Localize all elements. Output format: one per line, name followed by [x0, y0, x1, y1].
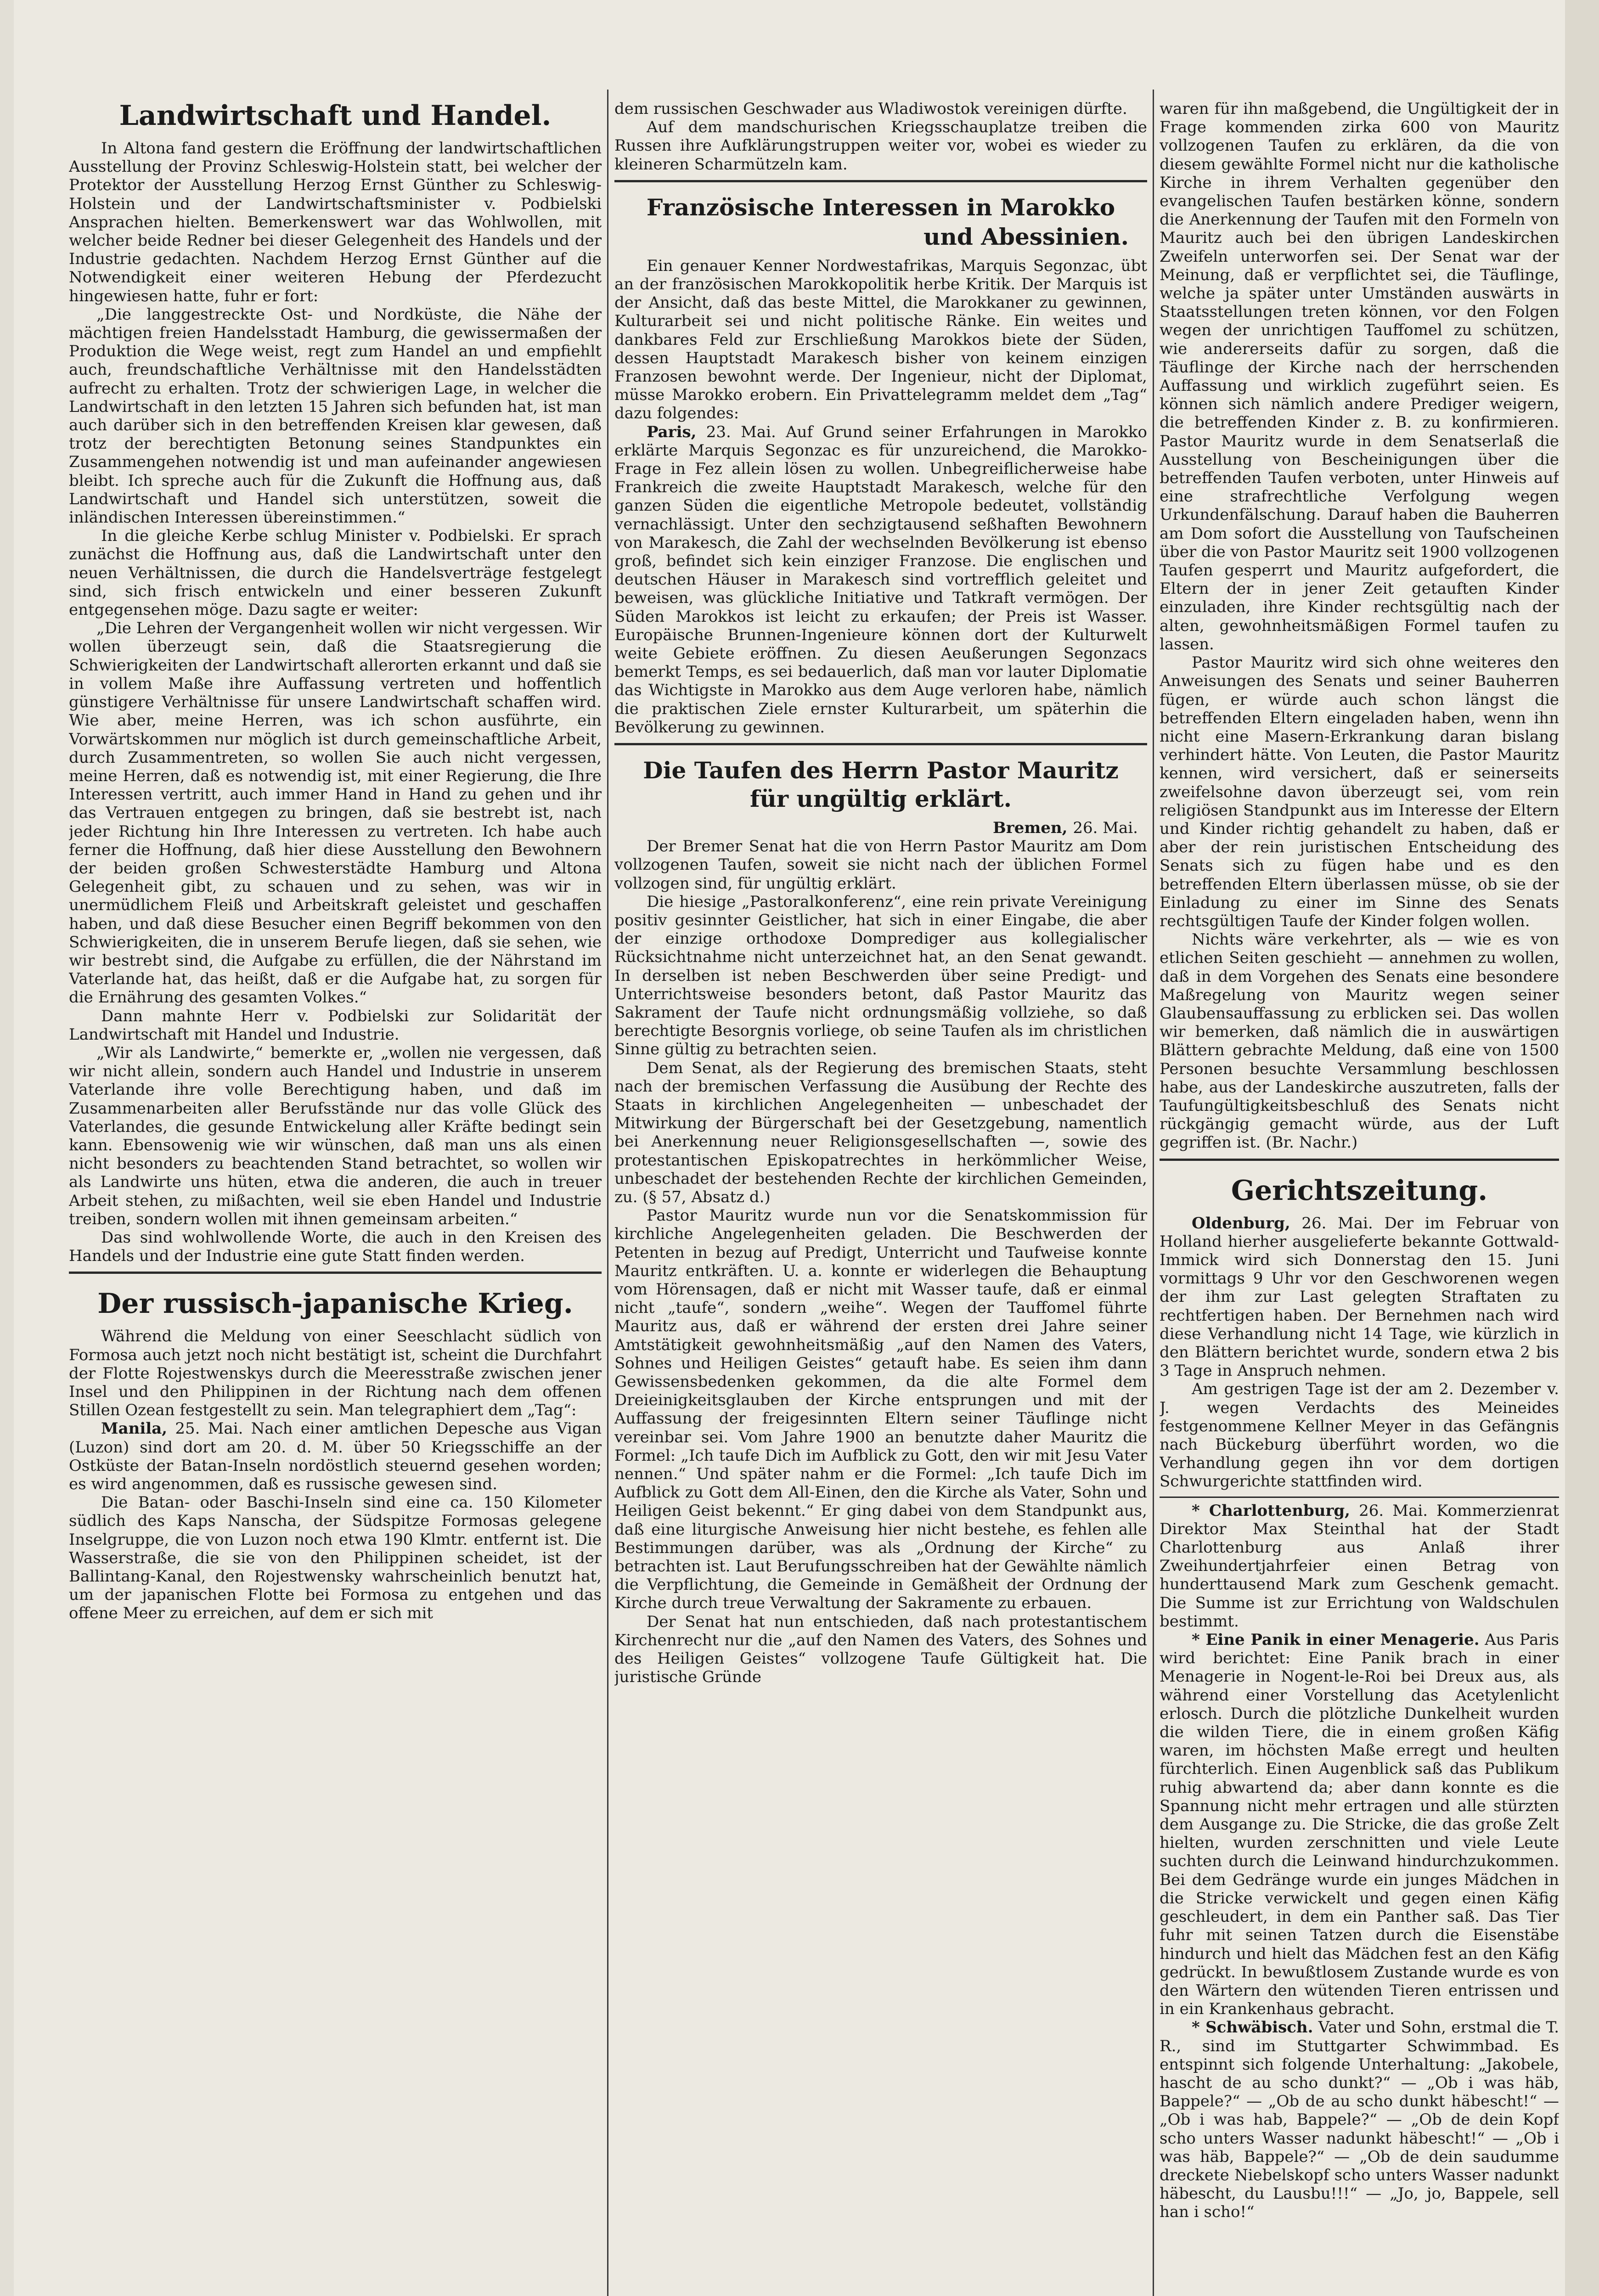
paragraph: Dann mahnte Herr v. Podbielski zur Solidarität der Landwirtschaft mit Handel und Industrie.: [69, 1007, 602, 1044]
heading-krieg: Der russisch-japanische Krieg.: [97, 1288, 573, 1320]
dateline-place: Oldenburg,: [1192, 1214, 1290, 1232]
paragraph: [1160, 1214, 1559, 1380]
paragraph: dem russischen Geschwader aus Wladiwostok vereinigen dürfte.: [614, 100, 1127, 118]
heading-gerichtszeitung: Gerichtszeitung.: [1231, 1174, 1488, 1207]
paragraph: Nichts wäre verkehrter, als — wie es von etlichen Seiten geschieht — annehmen zu wollen, daß in dem Vorgehen des Senats eine besondere Maßregelung von Mauritz wegen seiner Glaubensauffassung zu erblicken sei. Das wollen wir bemerken, daß nämlich die in auswärtigen Blättern gebrachte Meldung, daß eine von 1500 Personen besuchte Versammlung beschlossen habe, aus der Landeskirche auszutreten, falls der Taufungültigkeitsbeschluß des Senats nicht rückgängig gemacht würde, aus der Luft gegriffen ist. (Br. Nachr.): [1160, 930, 1559, 1152]
dateline-place: * Charlottenburg,: [1192, 1501, 1351, 1520]
newspaper-page: [69, 90, 1559, 2296]
heading-marokko-line1: Französische Interessen in Marokko: [646, 193, 1115, 221]
section-divider: [614, 180, 1147, 182]
heading-marokko: [614, 186, 1147, 223]
item-divider: [1160, 1497, 1559, 1498]
paragraph: Pastor Mauritz wurde nun vor die Senatskommission für kirchliche Angelegenheiten geladen. Die Beschwerden der Petenten in bezug auf Predigt, Unterricht und Taufweise konnte Mauritz entkräften. U. a. konnte er widerlegen die Behauptung vom Hörensagen, daß er nicht mit Wasser taufe, daß er einmal nicht „taufe“, sondern „weihe“. Wegen der Tauffomel führte Mauritz aus, daß er während der ersten drei Jahre seiner Amtstätigkeit gewohnheitsmäßig „auf den Namen des Vaters, Sohnes und Heiligen Geistes“ getauft habe. Es seien ihm dann Gewissensbedenken gekommen, da die alte Formel dem Dreieinigkeitsglauben der Kirche entsprungen und mit der Auffassung der freigesinnten Eltern seiner Täuflinge nicht vereinbar sei. Vom Jahre 1900 an benutzte daher Mauritz die Formel: „Ich taufe Dich im Aufblick zu Gott, den wir mit Jesu Vater nennen.“ Und später nahm er die Formel: „Ich taufe Dich im Aufblick zu Gott dem All-Einen, den die Kirche als Vater, Sohn und Heiligen Geist bekennt.“ Er ging dabei von dem Standpunkt aus, daß eine liturgische Anweisung hier nicht bestehe, es fehlen alle Bestimmungen darüber, was als „Ordnung der Kirche“ zu betrachten ist. Laut Berufungsschreiben hat der Gewählte nämlich die Verpflichtung, die Gemeinde in Gemäßheit der Ordnung der Kirche durch treue Verwaltung der Sakramente zu erbauen.: [614, 1206, 1147, 1613]
paragraph: In die gleiche Kerbe schlug Minister v. Podbielski. Er sprach zunächst die Hoffnung aus, daß die Landwirtschaft unter den neuen Verhältnissen, die durch die Handelsverträge festgelegt sind, sich frisch entwickeln und einer besseren Zukunft entgegensehen möge. Dazu sagte er weiter:: [69, 527, 602, 619]
paragraph: [614, 423, 1147, 737]
item-title: * Eine Panik in einer Menagerie.: [1192, 1631, 1480, 1649]
heading-landwirtschaft: Landwirtschaft und Handel.: [119, 100, 552, 132]
column-rule: [607, 90, 608, 2296]
paragraph-text: 25. Mai. Nach einer amtlichen Depesche aus Vigan (Luzon) sind dort am 20. d. M. über 50 Kriegsschiffe an der Ostküste der Batan-Inseln nordöstlich steuernd gesehen worden; es wird angenommen, daß es russische gewesen sind.: [69, 1419, 602, 1494]
column-1: [69, 90, 602, 2296]
scan-gutter: [0, 0, 14, 2296]
dateline-place: Bremen,: [993, 819, 1068, 838]
paragraph: Die hiesige „Pastoralkonferenz“, eine rein private Vereinigung positiv gesinnter Geistlicher, hat sich in einer Eingabe, die aber der einzige orthodoxe Domprediger aus kollegialischer Rücksichtnahme nicht unterzeichnet hat, an den Senat gewandt. In derselben ist neben Beschwerden über seine Predigt- und Unterrichtsweise besonders betont, daß Pastor Mauritz das Sakrament der Taufe nicht ordnungsmäßig vollziehe, so daß berechtigte Besorgnis vorliege, ob seine Taufen als im christlichen Sinne gültig zu betrachten seien.: [614, 892, 1147, 1059]
column-2: [614, 90, 1147, 2296]
paragraph-text: Vater und Sohn, erstmal die T. R., sind im Stuttgarter Schwimmbad. Es entspinnt sich folgende Unterhaltung: „Jakobele, hascht de au scho dunkt?“ — „Ob i was häb, Bappele?“ — „Ob de au scho dunkt häbescht!“ — „Ob i was hab, Bappele?“ — „Ob de dein Kopf scho unters Wasser nadunkt häbescht!“ — „Ob i was häb, Bappele?“ — „Ob de dein saudumme dreckete Niebelskopf scho unters Wasser nadunkt häbescht, du Lausbu!!!“ — „Jo, jo, Bappele, sell han i scho!“: [1160, 2018, 1559, 2222]
quote-paragraph: „Wir als Landwirte,“ bemerkte er, „wollen nie vergessen, daß wir nicht allein, sondern auch Handel und Industrie in unserem Vaterlande ihre volle Berechtigung haben, und daß im Zusammenarbeiten aller Berufsstände nur das volle Glück des Vaterlandes, die gesunde Entwickelung aller Kräfte bedingt sein kann. Ebensowenig wie wir wünschen, daß man uns als einen nicht besonders zu beachtenden Stand betrachtet, so wollen wir als Landwirte uns hüten, etwa die anderen, die auch in treuer Arbeit stehen, zu mißachten, weil sie eben Handel und Industrie treiben, sondern wollen mit ihnen gemeinsam arbeiten.“: [69, 1043, 602, 1228]
heading-mauritz: Die Taufen des Herrn Pastor Mauritz: [643, 757, 1119, 784]
paragraph: Auf dem mandschurischen Kriegsschauplatze treiben die Russen ihre Aufklärungstruppen weiter vor, wobei es wieder zu kleineren Scharmützeln kam.: [614, 118, 1147, 174]
paragraph: [1160, 1502, 1559, 1631]
paragraph: Das sind wohlwollende Worte, die auch in den Kreisen des Handels und der Industrie eine gute Statt finden werden.: [69, 1228, 602, 1266]
paragraph: In Altona fand gestern die Eröffnung der landwirtschaftlichen Ausstellung der Provinz Schleswig-Holstein statt, bei welcher der Protektor der Ausstellung Herzog Ernst Günther zu Schleswig-Holstein und der Landwirtschaftsminister v. Podbielski Ansprachen hielten. Bemerkenswert war das Wohlwollen, mit welcher beide Redner bei dieser Gelegenheit des Handels und der Industrie gedachten. Nachdem Herzog Ernst Günther auf die Notwendigkeit einer weiteren Hebung der Pferdezucht hingewiesen hatte, fuhr er fort:: [69, 139, 602, 305]
paragraph-text: Aus Paris wird berichtet: Eine Panik brach in einer Menagerie in Nogent-le-Roi bei Dreux aus, als während einer Vorstellung das Acetylenlicht erlosch. Durch die plötzliche Dunkelheit wurden die wilden Tiere, die in einem großen Käfig waren, im höchsten Maße erregt und heulten fürchterlich. Einen Augenblick saß das Publikum ruhig abwartend da; aber dann konnte es die Spannung nicht mehr ertragen und alle stürzten dem Ausgange zu. Die Stricke, die das große Zelt hielten, wurden zerschnitten und viele Leute suchten durch die Leinwand hindurchzukommen. Bei dem Gedränge wurde ein junges Mädchen in die Stricke verwickelt und gegen einen Käfig geschleudert, in dem ein Panther saß. Das Tier fuhr mit seinen Tatzen durch die Eisenstäbe hindurch und hielt das Mädchen fest an den Käfig gedrückt. In bewußtlosem Zustande wurde es von den Wärtern den wütenden Tieren entrissen und in ein Krankenhaus gebracht.: [1160, 1631, 1559, 2019]
dateline-place: Paris,: [647, 422, 697, 441]
heading-mauritz-line2: für ungültig erklärt.: [749, 785, 1012, 813]
scan-edge: [1565, 0, 1599, 2296]
dateline-place: Manila,: [101, 1419, 168, 1438]
paragraph: [1160, 1631, 1559, 2018]
paragraph: waren für ihn maßgebend, die Ungültigkeit der in Frage kommenden zirka 600 von Mauritz vollzogenen Taufen zu erklären, da die von diesem gewählte Formel nicht nur die katholische Kirche in ihrem Verhalten gegenüber den evangelischen Taufen bestärken könne, sondern die Anerkennung der Taufen mit den Formeln von Mauritz auch bei den übrigen Landeskirchen Zweifeln unterworfen sei. Der Senat war der Meinung, daß er verpflichtet sei, die Täuflinge, welche ja später unter Umständen auswärts in Staatsstellungen treten können, vor den Folgen wegen der unrichtigen Tauffomel zu schützen, wie andererseits dafür zu sorgen, daß die Täuflinge der Kirche nach der herrschenden Auffassung und wirklich zugeführt seien. Es können sich nämlich andere Prediger weigern, die betreffenden Kinder z. B. zu konfirmieren. Pastor Mauritz wurde in dem Senatserlaß die Ausstellung von Bescheinigungen über die betreffenden Taufen verboten, unter Hinweis auf eine strafrechtliche Verfolgung wegen Urkundenfälschung. Darauf haben die Bauherren am Dom sofort die Ausstellung von Taufscheinen über die von Pastor Mauritz seit 1900 vollzogenen Taufen gesperrt und Mauritz aufgefordert, die Eltern der in jener Zeit getauften Kinder einzuladen, ihre Kinder rechtsgültig nach der alten, gewohnheitsmäßigen Formel taufen zu lassen.: [1160, 100, 1559, 653]
paragraph: [1160, 2018, 1559, 2221]
paragraph: Der Bremer Senat hat die von Herrn Pastor Mauritz am Dom vollzogenen Taufen, soweit sie nicht nach der üblichen Formel vollzogen sind, für ungültig erklärt.: [614, 837, 1147, 893]
column-3: [1160, 90, 1559, 2296]
paragraph: Pastor Mauritz wird sich ohne weiteres den Anweisungen des Senats und seiner Bauherren fügen, er würde auch schon längst die betreffenden Eltern eingeladen haben, wenn ihn nicht eine Masern-Erkrankung daran bislang verhindert hätte. Von Leuten, die Pastor Mauritz kennen, wird versichert, daß er seinerseits zweifelsohne davon überzeugt sei, vom rein religiösen Standpunkt aus im Interesse der Eltern und Kinder richtig gehandelt zu haben, daß er aber der rein juristischen Entscheidung des Senats sich zu fügen habe und es den betreffenden Eltern überlassen müsse, ob sie der Einladung zu einer im Sinne des Senats rechtsgültigen Taufe der Kinder folgen wollen.: [1160, 653, 1559, 930]
paragraph-text: 26. Mai. Kommerzienrat Direktor Max Steinthal hat der Stadt Charlottenburg aus Anlaß ihrer Zweihundertjahrfeier einen Betrag von hunderttausend Mark zum Geschenk gemacht. Die Summe ist zur Errichtung von Waldschulen bestimmt.: [1160, 1501, 1559, 1631]
section-divider: [614, 743, 1147, 745]
paragraph: [69, 1419, 602, 1493]
paragraph: Am gestrigen Tage ist der am 2. Dezember v. J. wegen Verdachts des Meineides festgenommene Kellner Meyer in das Gefängnis nach Bückeburg überführt worden, wo die Verhandlung gegen ihn vor dem dortigen Schwurgerichte stattfinden wird.: [1160, 1380, 1559, 1491]
paragraph: Dem Senat, als der Regierung des bremischen Staats, steht nach der bremischen Verfassung die Ausübung der Rechte des Staats in kirchlichen Angelegenheiten — unbeschadet der Mitwirkung der Bürgerschaft bei der Gesetzgebung, namentlich bei Anerkennung neuer Religionsgesellschaften —, sowie des protestantischen Episkopatrechtes in herkömmlicher Weise, unbeschadet der bestehenden Rechte der kirchlichen Gemeinden, zu. (§ 57, Absatz d.): [614, 1058, 1147, 1206]
quote-paragraph: „Die Lehren der Vergangenheit wollen wir nicht vergessen. Wir wollen überzeugt sein, daß die Staatsregierung die Schwierigkeiten der Landwirtschaft allerorten erkannt und daß sie in vollem Maße ihre Auffassung vertreten und hoffentlich günstigere Verhältnisse für unsere Landwirtschaft schaffen wird. Wie aber, meine Herren, was ich schon ausführte, ein Vorwärtskommen nur möglich ist durch gemeinschaftliche Arbeit, durch Zusammentreten, so wollen Sie auch nicht vergessen, meine Herren, daß es notwendig ist, mit einer Regierung, die Ihre Interessen vertritt, auch immer Hand in Hand zu gehen und ihr das Vertrauen entgegen zu bringen, daß sie bestrebt ist, nach jeder Richtung hin Ihre Interessen zu vertreten. Ich habe auch ferner die Hoffnung, daß hier diese Ausstellung den Bewohnern der beiden großen Schwesterstädte Hamburg und Altona Gelegenheit gibt, zu schauen und zu sehen, was wir in unermüdlichem Fleiß und Arbeitskraft geleistet und geschaffen haben, und daß diese Besucher einen Begriff bekommen von den Schwierigkeiten, die in unserem Berufe liegen, daß sie sehen, wie wir bestrebt sind, die Aufgabe zu erfüllen, die der Nährstand im Vaterlande hat, das heißt, daß er die Aufgabe hat, zu sorgen für die Ernährung des gesamten Volkes.“: [69, 619, 602, 1007]
paragraph: Während die Meldung von einer Seeschlacht südlich von Formosa auch jetzt noch nicht bestätigt ist, scheint die Durchfahrt der Flotte Rojestwenskys durch die Meeresstraße zwischen jener Insel und den Philippinen in der Richtung nach dem offenen Stillen Ozean festgestellt zu sein. Man telegraphiert dem „Tag“:: [69, 1327, 602, 1420]
dateline-date: 26. Mai.: [1073, 819, 1138, 838]
dateline: [614, 819, 1147, 837]
section-divider: [69, 1272, 602, 1274]
column-rule: [1153, 90, 1154, 2296]
section-divider: [1160, 1159, 1559, 1161]
quote-paragraph: „Die langgestreckte Ost- und Nordküste, die Nähe der mächtigen freien Handelsstadt Hamburg, die gewissermaßen der Produktion die Wege weist, regt zum Handel an und empfiehlt auch, freundschaftliche Verhältnisse mit den Handelsstädten aufrecht zu erhalten. Trotz der schwierigen Lage, in welcher die Landwirtschaft in den letzten 15 Jahren sich befunden hat, ist man auch darüber sich in den betreffenden Kreisen klar gewesen, daß trotz der berechtigten Betonung seines Standpunktes ein Zusammengehen notwendig ist und man aufeinander angewiesen bleibt. Ich spreche auch für die Zukunft die Hoffnung aus, daß Landwirtschaft und Handel sich unterstützen, soweit die inländischen Interessen übereinstimmen.“: [69, 305, 602, 527]
heading-marokko-line2: und Abessinien.: [923, 223, 1129, 250]
paragraph: Der Senat hat nun entschieden, daß nach protestantischem Kirchenrecht nur die „auf den Namen des Vaters, des Sohnes und des Heiligen Geistes“ vollzogene Taufe Gültigkeit hat. Die juristische Gründe: [614, 1612, 1147, 1687]
item-title: * Schwäbisch.: [1192, 2018, 1313, 2037]
paragraph-text: 23. Mai. Auf Grund seiner Erfahrungen in Marokko erklärte Marquis Segonzac es für unzureichend, die Marokko-Frage in Fez allein lösen zu wollen. Unbegreiflicherweise habe Frankreich die zweite Hauptstadt Marakesch, welche für den ganzen Süden die eigentliche Metropole bedeutet, vollständig vernachlässigt. Unter den sechzigtausend seßhaften Bewohnern von Marakesch, die Zahl der wechselnden Bevölkerung ist ebenso groß, befindet sich kein einziger Franzose. Die englischen und deutschen Häuser in Marakesch sind vortrefflich geleitet und beweisen, was glückliche Initiative und Tatkraft vermögen. Der Süden Marokkos ist leicht zu erkaufen; der Preis ist Wasser. Europäische Brunnen-Ingenieure können dort der Kulturwelt weite Gebiete eröffnen. Zu diesen Aeußerungen Segonzacs bemerkt Temps, es sei bedauerlich, daß man vor lauter Diplomatie das Wichtigste in Marokko aus dem Auge verloren habe, nämlich die praktischen Ziele ernster Kulturarbeit, um späterhin die Bevölkerung zu gewinnen.: [614, 422, 1147, 737]
paragraph-text: 26. Mai. Der im Februar von Holland hierher ausgelieferte bekannte Gottwald-Immick wird sich Donnerstag den 15. Juni vormittags 9 Uhr vor den Geschworenen wegen der ihm zur Last gelegten Straftaten zu rechtfertigen haben. Der Bernehmen nach wird diese Verhandlung nicht 14 Tage, wie kürzlich in den Blättern berichtet wurde, sondern etwa 2 bis 3 Tage in Anspruch nehmen.: [1160, 1214, 1559, 1380]
paragraph: Ein genauer Kenner Nordwestafrikas, Marquis Segonzac, übt an der französischen Marokkopolitik herbe Kritik. Der Marquis ist der Ansicht, daß das beste Mittel, die Marokkaner zu gewinnen, Kulturarbeit sei und nicht politische Ränke. Ein weites und dankbares Feld zur Erschließung Marokkos biete der Süden, dessen Hauptstadt Marakesch bisher von keinem einzigen Franzosen bewohnt werde. Der Ingenieur, nicht der Diplomat, müsse Marokko erobern. Ein Privattelegramm meldet dem „Tag“ dazu folgendes:: [614, 256, 1147, 423]
paragraph: Die Batan- oder Baschi-Inseln sind eine ca. 150 Kilometer südlich des Kaps Nanscha, der Südspitze Formosas gelegene Inselgruppe, die von Luzon noch etwa 190 Klmtr. entfernt ist. Die Wasserstraße, die sie von den Philippinen scheidet, ist der Ballintang-Kanal, den Rojestwensky wahrscheinlich benutzt hat, um der japanischen Flotte bei Formosa zu entgehen und das offene Meer zu erreichen, auf dem er sich mit: [69, 1493, 602, 1623]
